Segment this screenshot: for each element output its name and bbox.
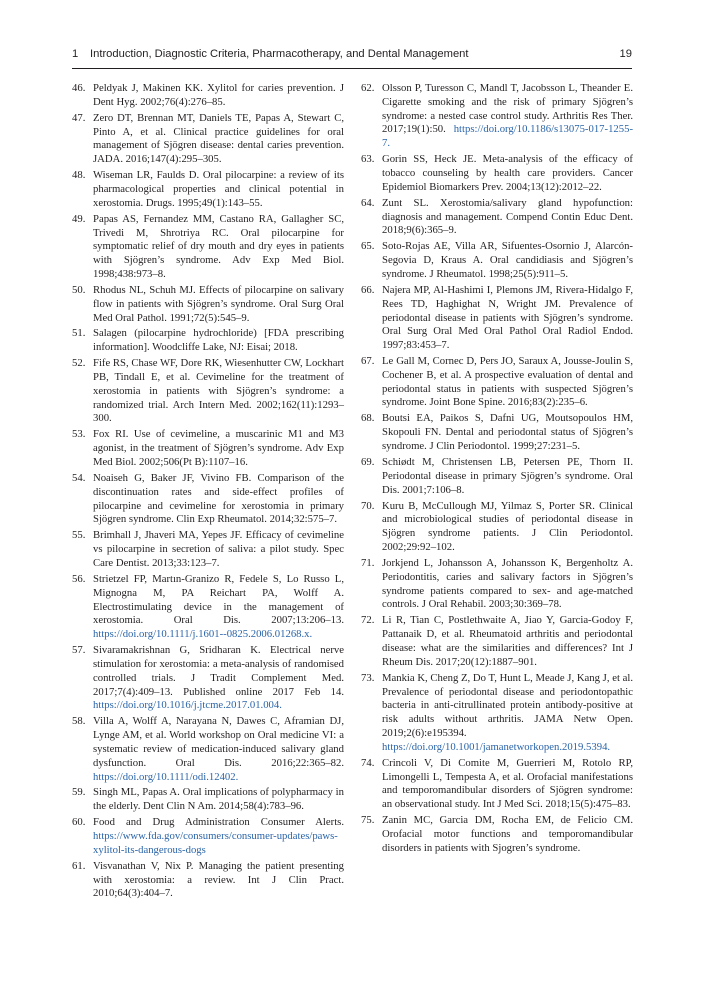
reference-number: 54. <box>72 472 86 485</box>
reference-item <box>72 644 344 713</box>
reference-link[interactable]: https://doi.org/10.1111/j.1601--0825.2006.01268.x. <box>93 628 313 641</box>
reference-text: Mankia K, Cheng Z, Do T, Hunt L, Meade J, Kang J, et al. Prevalence of periodontal disease and periodontopathic bacteria in anti-citrullinated protein antibody-positive at risk adults without arthritis. JAMA Netw Open. 2019;2(6):e195394. <box>382 671 633 739</box>
reference-item <box>72 112 344 167</box>
reference-item <box>72 428 344 469</box>
reference-text: Singh ML, Papas A. Oral implications of polypharmacy in the elderly. Dent Clin N Am. 2014;58(4):783–96. <box>93 786 344 813</box>
reference-text: Zunt SL. Xerostomia/salivary gland hypofunction: diagnosis and management. Compend Contin Educ Dent. 2018;9(6):365–9. <box>382 196 633 237</box>
reference-item <box>72 472 344 527</box>
reference-text: Peldyak J, Makinen KK. Xylitol for caries prevention. J Dent Hyg. 2002;76(4):276–85. <box>93 82 344 108</box>
reference-item <box>361 757 633 812</box>
reference-text: Papas AS, Fernandez MM, Castano RA, Gallagher SC, Trivedi M, Shrotriya RC. Oral pilocarpine for symptomatic relief of dry mouth and dry eyes in patients with Sjögren’s syndrome. Adv Exp Med Biol. 1998;438:973–8. <box>93 212 344 280</box>
reference-number: 66. <box>361 283 375 296</box>
reference-number: 55. <box>72 529 86 542</box>
reference-link[interactable]: https://doi.org/10.1111/odi.12402. <box>93 770 239 783</box>
reference-number: 52. <box>72 357 86 370</box>
reference-link[interactable]: https://doi.org/10.1016/j.jtcme.2017.01.004. <box>93 699 282 712</box>
reference-text: Jorkjend L, Johansson A, Johansson K, Bergenholtz A. Periodontitis, caries and salivary factors in Sjögren’s syndrome patients compared to sex- and age-matched controls. J Oral Rehabil. 2003;30:369–78. <box>382 556 633 611</box>
reference-text: Wiseman LR, Faulds D. Oral pilocarpine: a review of its pharmacological properties and clinical potential in xerostomia. Drugs. 1995;49(1):143–55. <box>93 169 344 209</box>
reference-text: Soto-Rojas AE, Villa AR, Sifuentes-Osornio J, Alarcón-Segovia D, Kraus A. Oral candidiasis and Sjögren’s syndrome. J Rheumatol. 1998;25(5):911–5. <box>382 240 633 280</box>
reference-text: Sivaramakrishnan G, Sridharan K. Electrical nerve stimulation for xerostomia: a meta-analysis of randomised controlled trials. J Tradit Complement Med. 2017;7(4):409–13. Published online 2017 Feb 14. <box>93 644 344 698</box>
chapter-number: 1 <box>72 48 79 60</box>
reference-item <box>361 614 633 669</box>
reference-item <box>72 82 344 110</box>
reference-item <box>361 82 633 151</box>
reference-number: 50. <box>72 283 86 296</box>
reference-text: Crincoli V, Di Comite M, Guerrieri M, Rotolo RP, Limongelli L, Tempesta A, et al. Orofacial manifestations and temporomandibular disorders of Sjögren syndrome: an observational study. Int J Med Sci. 2018;15(5):475–83. <box>382 756 633 811</box>
reference-number: 60. <box>72 816 86 829</box>
reference-text: Salagen (pilocarpine hydrochloride) [FDA prescribing information]. Woodcliffe Lake, NJ: Eisai; 2018. <box>93 327 344 354</box>
reference-link[interactable]: https://www.fda.gov/consumers/consumer-updates/paws-xylitol-its-dangerous-dogs <box>93 830 338 856</box>
reference-number: 72. <box>361 614 375 627</box>
reference-number: 70. <box>361 499 375 512</box>
header-rule <box>72 68 632 69</box>
reference-text: Boutsi EA, Paikos S, Dafni UG, Moutsopoulos HM, Skopouli FN. Dental and periodontal status of Sjögren’s syndrome. J Clin Periodontol. 1999;27:231–5. <box>382 412 633 453</box>
reference-item <box>72 715 344 784</box>
reference-text: Zanin MC, Garcia DM, Rocha EM, de Felicio CM. Orofacial motor functions and temporomandibular disorders in patients with Sjogren’s syndrome. <box>382 814 633 854</box>
reference-text: Visvanathan V, Nix P. Managing the patient presenting with xerostomia: a review. Int J Clin Pract. 2010;64(3):404–7. <box>93 859 344 900</box>
reference-item <box>361 672 633 755</box>
reference-number: 51. <box>72 327 86 340</box>
reference-number: 63. <box>361 153 375 166</box>
reference-number: 58. <box>72 715 86 728</box>
reference-text: Brimhall J, Jhaveri MA, Yepes JF. Efficacy of cevimeline vs pilocarpine in secretion of saliva: a pilot study. Spec Care Dentist. 2013;33:123–7. <box>93 529 344 569</box>
reference-text: Kuru B, McCullough MJ, Yilmaz S, Porter SR. Clinical and microbiological studies of periodontal disease in Sjögren syndrome patients. J Clin Periodontol. 2002;29:92–102. <box>382 499 633 553</box>
reference-text: Le Gall M, Cornec D, Pers JO, Saraux A, Jousse-Joulin S, Cochener B, et al. A prospective evaluation of dental and periodontal status in patients with suspected Sjögren’s syndrome. Joint Bone Spine. 2016;83(2):235–6. <box>382 355 633 409</box>
reference-text: Noaiseh G, Baker JF, Vivino FB. Comparison of the discontinuation rates and side-effect profiles of pilocarpine and cevimeline for xerostomia in primary Sjögren syndrome. Clin Exp Rheumatol. 2014;32:575–7. <box>93 472 344 526</box>
reference-number: 71. <box>361 556 375 569</box>
reference-item <box>361 557 633 612</box>
reference-text: Fife RS, Chase WF, Dore RK, Wiesenhutter CW, Lockhart PB, Tindall E, et al. Cevimeline for the treatment of xerostomia in patients with Sjögren’s syndrome: a randomized trial. Arch Intern Med. 2002;162(11):1293–300. <box>93 357 344 425</box>
reference-number: 47. <box>72 111 86 124</box>
reference-number: 69. <box>361 456 375 469</box>
reference-number: 74. <box>361 756 375 769</box>
reference-item <box>361 456 633 497</box>
reference-text: Villa A, Wolff A, Narayana N, Dawes C, Aframian DJ, Lynge AM, et al. World workshop on Oral medicine VI: a systematic review of medication-induced salivary gland dysfunction. Oral Dis. 2016;22:365–82. <box>93 715 344 769</box>
reference-item <box>72 860 344 901</box>
reference-item <box>72 284 344 325</box>
reference-number: 64. <box>361 196 375 209</box>
reference-text: Li R, Tian C, Postlethwaite A, Jiao Y, Garcia-Godoy F, Pattanaik D, et al. Rheumatoid arthritis and periodontal disease: what are the similarities and differences? Int J Rheum Dis. 2017;20(12):1887–901. <box>382 614 633 668</box>
references-right-column <box>361 82 633 858</box>
reference-text: Gorin SS, Heck JE. Meta-analysis of the efficacy of tobacco counseling by health care providers. Cancer Epidemiol Biomarkers Prev. 2004;13(12):2012–22. <box>382 153 633 193</box>
reference-item <box>361 355 633 410</box>
reference-number: 61. <box>72 859 86 872</box>
reference-item <box>72 327 344 355</box>
reference-item <box>361 412 633 453</box>
reference-link[interactable]: https://doi.org/10.1001/jamanetworkopen.2019.5394. <box>382 740 611 753</box>
reference-text: Fox RI. Use of cevimeline, a muscarinic M1 and M3 agonist, in the treatment of Sjögren’s syndrome. Adv Exp Med Biol. 2002;506(Pt B):1107–16. <box>93 428 344 469</box>
references-left-column <box>72 82 344 903</box>
reference-number: 48. <box>72 169 86 182</box>
chapter-title: Introduction, Diagnostic Criteria, Pharmacotherapy, and Dental Management <box>90 48 469 60</box>
reference-item <box>72 816 344 857</box>
reference-number: 67. <box>361 355 375 368</box>
reference-item <box>361 197 633 238</box>
reference-item <box>72 213 344 282</box>
reference-number: 65. <box>361 240 375 253</box>
page-number: 19 <box>619 48 632 60</box>
reference-number: 73. <box>361 671 375 684</box>
reference-item <box>361 240 633 281</box>
reference-item <box>72 786 344 814</box>
reference-number: 57. <box>72 644 86 657</box>
reference-number: 75. <box>361 814 375 827</box>
reference-number: 59. <box>72 786 86 799</box>
running-header <box>72 48 632 66</box>
reference-number: 62. <box>361 82 375 94</box>
reference-link[interactable]: https://doi.org/10.1186/s13075-017-1255-7. <box>382 123 633 150</box>
reference-item <box>72 169 344 210</box>
reference-item <box>72 529 344 570</box>
reference-item <box>361 500 633 555</box>
reference-item <box>361 284 633 353</box>
reference-text: Schiødt M, Christensen LB, Petersen PE, Thorn II. Periodontal disease in primary Sjögren’s syndrome. Oral Dis. 2001;7:106–8. <box>382 456 633 496</box>
reference-text: Zero DT, Brennan MT, Daniels TE, Papas A, Stewart C, Pinto A, et al. Clinical practice guidelines for oral management of Sjögren disease: dental caries prevention. JADA. 2016;147(4):295–305. <box>93 111 344 166</box>
reference-item <box>72 573 344 642</box>
reference-text: Olsson P, Turesson C, Mandl T, Jacobsson L, Theander E. Cigarette smoking and the risk of primary Sjögren’s syndrome: a nested case control study. Arthritis Res Ther. 2017;19(1):50. <box>382 82 633 136</box>
reference-number: 46. <box>72 82 86 94</box>
reference-text: Rhodus NL, Schuh MJ. Effects of pilocarpine on salivary flow in patients with Sjögren’s syndrome. Oral Surg Oral Med Oral Pathol. 1991;72(5):545–9. <box>93 283 344 324</box>
reference-item <box>361 153 633 194</box>
reference-item <box>361 814 633 855</box>
reference-text: Strietzel FP, Martın-Granizo R, Fedele S, Lo Russo L, Mignogna M, PA Reichart PA, Wolff A. Electrostimulating device in the management of xerostomia. Oral Dis. 2007;13:206–13. <box>93 572 344 627</box>
reference-text: Food and Drug Administration Consumer Alerts. <box>93 816 344 829</box>
reference-text: Najera MP, Al-Hashimi I, Plemons JM, Rivera-Hidalgo F, Rees TD, Haghighat N, Wright JM. Prevalence of periodontal disease in patients with Sjögren’s syndrome. Oral Surg Oral Med Oral Pathol Oral Radiol Endod. 1997;83:453–7. <box>382 283 633 352</box>
reference-number: 56. <box>72 572 86 585</box>
reference-item <box>72 357 344 426</box>
reference-number: 53. <box>72 428 86 441</box>
reference-number: 49. <box>72 212 86 225</box>
reference-number: 68. <box>361 412 375 425</box>
